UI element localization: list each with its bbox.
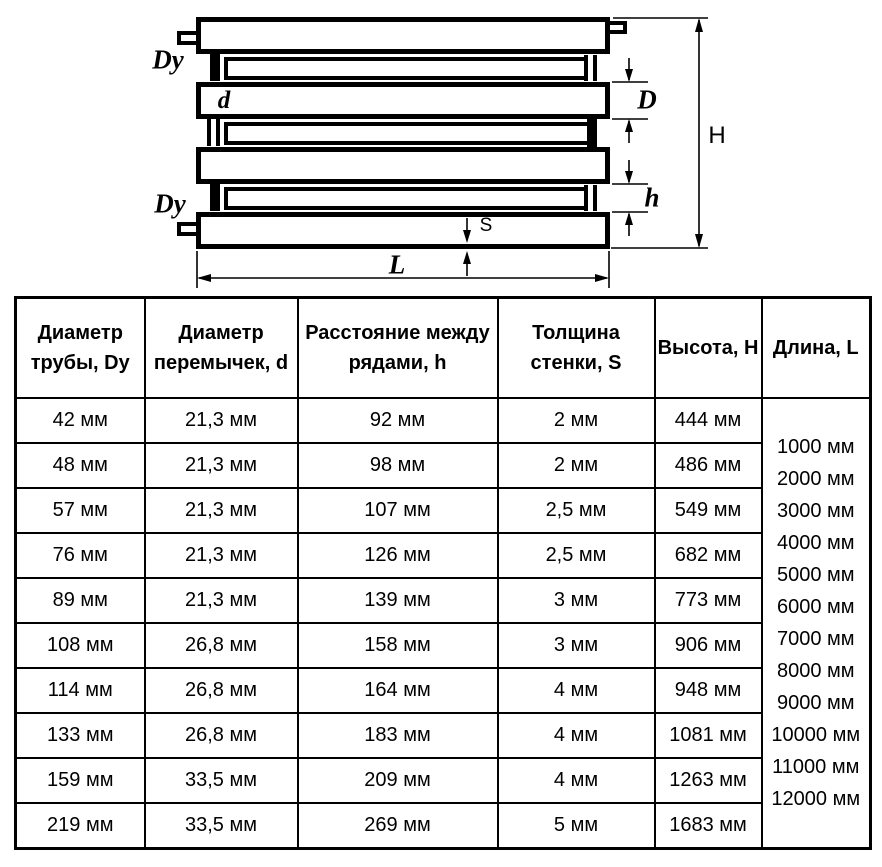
lengths-merged-cell: [762, 398, 871, 849]
cell: 164 мм: [298, 668, 498, 713]
cell: 108 мм: [16, 623, 145, 668]
cell: 773 мм: [655, 578, 762, 623]
table-row-4: [16, 578, 871, 623]
cell: 107 мм: [298, 488, 498, 533]
cell: 21,3 мм: [145, 578, 298, 623]
column-header-line: Толщина: [532, 322, 620, 344]
table-row-0: [16, 398, 871, 443]
cell: 33,5 мм: [145, 803, 298, 849]
cell: 89 мм: [16, 578, 145, 623]
cell: 26,8 мм: [145, 713, 298, 758]
length-option: 10000 мм: [771, 724, 861, 746]
length-option: 9000 мм: [776, 692, 855, 714]
cell: 92 мм: [298, 398, 498, 443]
cell: 159 мм: [16, 758, 145, 803]
length-option: 8000 мм: [776, 660, 855, 682]
cell: 158 мм: [298, 623, 498, 668]
cell: 26,8 мм: [145, 623, 298, 668]
cell: 486 мм: [655, 443, 762, 488]
length-option: 11000 мм: [772, 756, 860, 778]
dim-H-arrows: [611, 18, 708, 248]
cell: 1081 мм: [655, 713, 762, 758]
label-L: L: [388, 249, 406, 280]
column-header-0: [16, 298, 145, 399]
length-option: 6000 мм: [776, 596, 855, 618]
table-row-9: [16, 803, 871, 849]
label-Dy-bottom: Dy: [154, 188, 186, 219]
dimensions-table: [14, 296, 872, 850]
cell: 4 мм: [498, 713, 655, 758]
label-D: D: [637, 84, 657, 115]
column-header-1: [145, 298, 298, 399]
cell: 1683 мм: [655, 803, 762, 849]
cell: 42 мм: [16, 398, 145, 443]
length-option: 12000 мм: [771, 788, 861, 810]
column-header-line: рядами, h: [348, 352, 447, 374]
length-option: 4000 мм: [776, 532, 855, 554]
cell: 183 мм: [298, 713, 498, 758]
cell: 219 мм: [16, 803, 145, 849]
table-body: [16, 398, 871, 849]
cell: 98 мм: [298, 443, 498, 488]
length-option: 2000 мм: [776, 468, 855, 490]
cell: 21,3 мм: [145, 488, 298, 533]
cell: 21,3 мм: [145, 443, 298, 488]
cell: 2,5 мм: [498, 488, 655, 533]
column-header-line: стенки, S: [530, 352, 622, 374]
column-header-line: Диаметр: [37, 322, 123, 344]
cell: 2 мм: [498, 443, 655, 488]
cell: 133 мм: [16, 713, 145, 758]
label-Dy-top: Dy: [152, 44, 184, 75]
cell: 139 мм: [298, 578, 498, 623]
cell: 5 мм: [498, 803, 655, 849]
label-H: H: [708, 122, 726, 149]
column-header-line: трубы, Dy: [30, 352, 130, 374]
cell: 209 мм: [298, 758, 498, 803]
column-header-5: [762, 298, 871, 399]
dimension-lines: [0, 0, 882, 295]
length-option: 7000 мм: [776, 628, 855, 650]
label-h: h: [644, 182, 660, 213]
length-option: 3000 мм: [776, 500, 855, 522]
column-header-3: [498, 298, 655, 399]
lengths-list: [763, 431, 870, 815]
table-row-6: [16, 668, 871, 713]
cell: 444 мм: [655, 398, 762, 443]
dim-h-arrows: [612, 160, 648, 236]
cell: 57 мм: [16, 488, 145, 533]
cell: 4 мм: [498, 758, 655, 803]
cell: 76 мм: [16, 533, 145, 578]
cell: 21,3 мм: [145, 533, 298, 578]
length-option: 1000 мм: [776, 436, 855, 458]
column-header-line: перемычек, d: [153, 352, 289, 374]
cell: 2,5 мм: [498, 533, 655, 578]
label-S: S: [479, 215, 493, 236]
cell: 114 мм: [16, 668, 145, 713]
cell: 948 мм: [655, 668, 762, 713]
cell: 269 мм: [298, 803, 498, 849]
column-header-line: Диаметр: [178, 322, 264, 344]
cell: 906 мм: [655, 623, 762, 668]
column-header-line: Высота, H: [657, 337, 759, 359]
cell: 4 мм: [498, 668, 655, 713]
table-row-1: [16, 443, 871, 488]
label-d: d: [217, 87, 231, 114]
column-header-4: [655, 298, 762, 399]
cell: 3 мм: [498, 623, 655, 668]
cell: 126 мм: [298, 533, 498, 578]
table-header: [16, 298, 871, 399]
cell: 549 мм: [655, 488, 762, 533]
column-header-line: Длина, L: [772, 337, 859, 359]
table-row-5: [16, 623, 871, 668]
table-row-2: [16, 488, 871, 533]
dim-S-arrows: [463, 218, 471, 276]
table-row-8: [16, 758, 871, 803]
column-header-line: Расстояние между: [305, 322, 490, 344]
table-row-3: [16, 533, 871, 578]
register-drawing: [0, 0, 882, 295]
table-row-7: [16, 713, 871, 758]
length-option: 5000 мм: [776, 564, 855, 586]
cell: 682 мм: [655, 533, 762, 578]
cell: 21,3 мм: [145, 398, 298, 443]
column-header-2: [298, 298, 498, 399]
cell: 2 мм: [498, 398, 655, 443]
cell: 3 мм: [498, 578, 655, 623]
cell: 48 мм: [16, 443, 145, 488]
cell: 26,8 мм: [145, 668, 298, 713]
cell: 1263 мм: [655, 758, 762, 803]
cell: 33,5 мм: [145, 758, 298, 803]
